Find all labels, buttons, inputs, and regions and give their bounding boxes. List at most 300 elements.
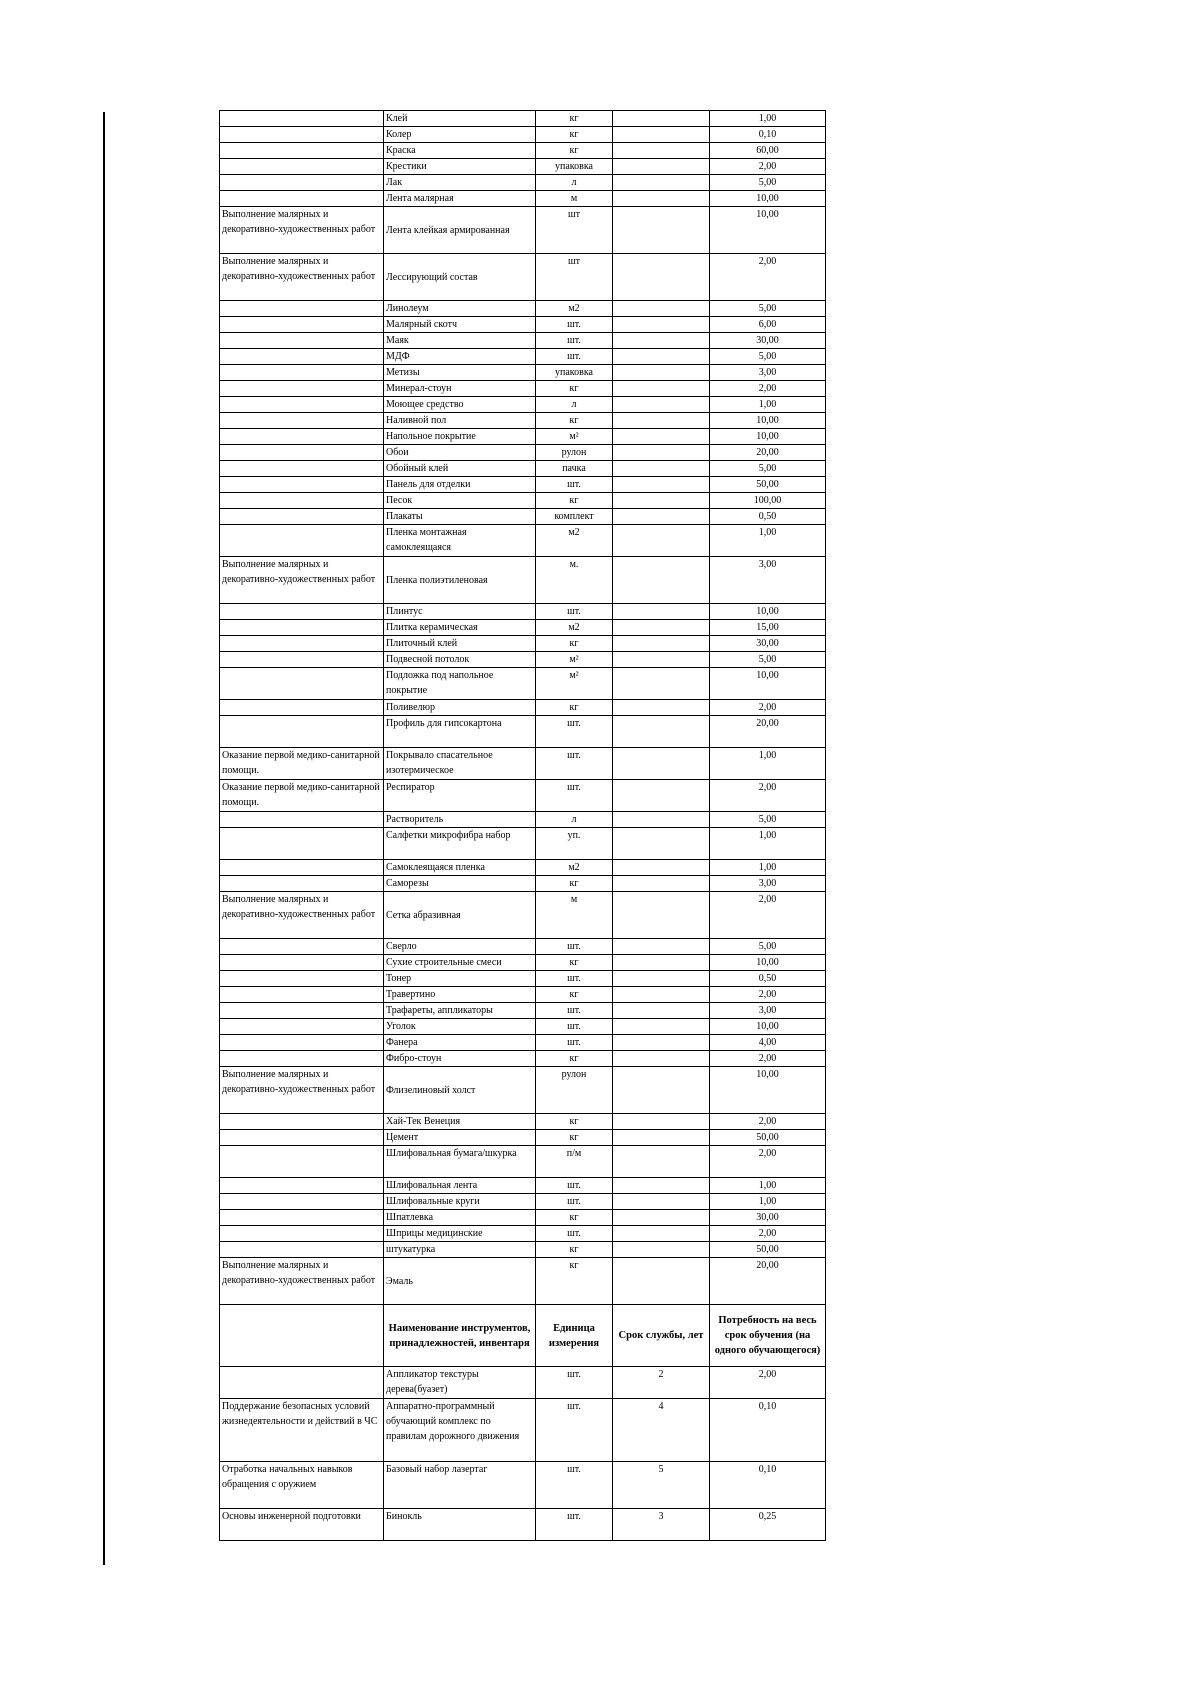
cell-activity: Выполнение малярных и декоративно-художественных работ bbox=[220, 1067, 384, 1114]
cell-unit: кг bbox=[536, 381, 613, 397]
cell-activity bbox=[220, 159, 384, 175]
material-row bbox=[220, 1114, 826, 1130]
cell-unit: л bbox=[536, 812, 613, 828]
cell-need: 5,00 bbox=[710, 812, 826, 828]
cell-name: Тонер bbox=[384, 971, 536, 987]
cell-lifetime bbox=[613, 317, 710, 333]
cell-lifetime bbox=[613, 780, 710, 812]
cell-lifetime bbox=[613, 652, 710, 668]
cell-need: 10,00 bbox=[710, 668, 826, 700]
cell-activity: Выполнение малярных и декоративно-художественных работ bbox=[220, 254, 384, 301]
cell-unit: шт. bbox=[536, 971, 613, 987]
cell-lifetime bbox=[613, 1210, 710, 1226]
cell-lifetime bbox=[613, 1194, 710, 1210]
cell-unit: кг bbox=[536, 636, 613, 652]
cell-name: Плинтус bbox=[384, 604, 536, 620]
material-row bbox=[220, 254, 826, 301]
cell-need: 2,00 bbox=[710, 780, 826, 812]
cell-unit: м bbox=[536, 892, 613, 939]
cell-unit: кг bbox=[536, 1130, 613, 1146]
cell-lifetime bbox=[613, 1258, 710, 1305]
header-need: Потребность на весь срок обучения (на одного обучающегося) bbox=[710, 1305, 826, 1367]
cell-lifetime bbox=[613, 429, 710, 445]
cell-activity bbox=[220, 1114, 384, 1130]
cell-unit: шт bbox=[536, 207, 613, 254]
cell-need: 3,00 bbox=[710, 557, 826, 604]
cell-lifetime bbox=[613, 493, 710, 509]
cell-lifetime bbox=[613, 876, 710, 892]
cell-lifetime bbox=[613, 1003, 710, 1019]
material-row bbox=[220, 301, 826, 317]
cell-unit: кг bbox=[536, 143, 613, 159]
material-row bbox=[220, 509, 826, 525]
cell-lifetime bbox=[613, 604, 710, 620]
cell-lifetime bbox=[613, 461, 710, 477]
cell-lifetime bbox=[613, 1114, 710, 1130]
cell-unit: кг bbox=[536, 1258, 613, 1305]
cell-need: 5,00 bbox=[710, 349, 826, 365]
cell-name: Уголок bbox=[384, 1019, 536, 1035]
cell-name: Плитка керамическая bbox=[384, 620, 536, 636]
cell-name: Поливелюр bbox=[384, 700, 536, 716]
cell-name: Салфетки микрофибра набор bbox=[384, 828, 536, 860]
cell-name: Фанера bbox=[384, 1035, 536, 1051]
material-row bbox=[220, 191, 826, 207]
cell-activity bbox=[220, 1003, 384, 1019]
cell-unit: л bbox=[536, 175, 613, 191]
cell-activity bbox=[220, 604, 384, 620]
material-row bbox=[220, 716, 826, 748]
cell-need: 2,00 bbox=[710, 1226, 826, 1242]
material-row bbox=[220, 1130, 826, 1146]
material-row bbox=[220, 143, 826, 159]
cell-lifetime bbox=[613, 413, 710, 429]
cell-name: Обои bbox=[384, 445, 536, 461]
cell-lifetime bbox=[613, 971, 710, 987]
cell-name: Песок bbox=[384, 493, 536, 509]
cell-name: Минерал-стоун bbox=[384, 381, 536, 397]
tool-row bbox=[220, 1399, 826, 1462]
material-row bbox=[220, 1242, 826, 1258]
cell-activity bbox=[220, 1194, 384, 1210]
material-row bbox=[220, 860, 826, 876]
cell-lifetime bbox=[613, 748, 710, 780]
cell-need: 0,25 bbox=[710, 1509, 826, 1541]
cell-name: Сверло bbox=[384, 939, 536, 955]
cell-lifetime: 3 bbox=[613, 1509, 710, 1541]
cell-need: 1,00 bbox=[710, 860, 826, 876]
cell-lifetime bbox=[613, 509, 710, 525]
cell-name: Пленка полиэтиленовая bbox=[384, 557, 536, 604]
cell-unit: шт. bbox=[536, 604, 613, 620]
cell-need: 2,00 bbox=[710, 254, 826, 301]
material-row bbox=[220, 828, 826, 860]
cell-need: 20,00 bbox=[710, 445, 826, 461]
cell-lifetime bbox=[613, 860, 710, 876]
cell-unit: шт. bbox=[536, 1035, 613, 1051]
cell-activity bbox=[220, 413, 384, 429]
material-row bbox=[220, 477, 826, 493]
cell-lifetime bbox=[613, 700, 710, 716]
cell-need: 1,00 bbox=[710, 748, 826, 780]
cell-need: 2,00 bbox=[710, 381, 826, 397]
cell-name: Наливной пол bbox=[384, 413, 536, 429]
material-row bbox=[220, 700, 826, 716]
cell-lifetime bbox=[613, 1067, 710, 1114]
cell-name: Шлифовальная бумага/шкурка bbox=[384, 1146, 536, 1178]
cell-unit: м² bbox=[536, 429, 613, 445]
cell-lifetime bbox=[613, 365, 710, 381]
cell-lifetime bbox=[613, 191, 710, 207]
cell-need: 2,00 bbox=[710, 1051, 826, 1067]
cell-activity bbox=[220, 620, 384, 636]
cell-name: Лак bbox=[384, 175, 536, 191]
cell-activity bbox=[220, 652, 384, 668]
cell-need: 20,00 bbox=[710, 716, 826, 748]
cell-activity bbox=[220, 509, 384, 525]
cell-activity bbox=[220, 493, 384, 509]
cell-lifetime bbox=[613, 111, 710, 127]
cell-activity bbox=[220, 349, 384, 365]
cell-unit: шт. bbox=[536, 1226, 613, 1242]
cell-need: 0,10 bbox=[710, 1399, 826, 1462]
cell-lifetime bbox=[613, 1226, 710, 1242]
material-row bbox=[220, 748, 826, 780]
cell-name: Пленка монтажная самоклеящаяся bbox=[384, 525, 536, 557]
cell-activity bbox=[220, 860, 384, 876]
cell-lifetime bbox=[613, 477, 710, 493]
cell-activity: Выполнение малярных и декоративно-художественных работ bbox=[220, 207, 384, 254]
cell-name: Шлифовальная лента bbox=[384, 1178, 536, 1194]
cell-name: МДФ bbox=[384, 349, 536, 365]
cell-activity: Выполнение малярных и декоративно-художественных работ bbox=[220, 1258, 384, 1305]
cell-lifetime bbox=[613, 557, 710, 604]
material-row bbox=[220, 620, 826, 636]
cell-unit: м2 bbox=[536, 525, 613, 557]
cell-unit: кг bbox=[536, 111, 613, 127]
cell-unit: шт. bbox=[536, 748, 613, 780]
material-row bbox=[220, 1035, 826, 1051]
material-row bbox=[220, 413, 826, 429]
cell-activity bbox=[220, 445, 384, 461]
cell-unit: м2 bbox=[536, 301, 613, 317]
cell-unit: м. bbox=[536, 557, 613, 604]
cell-activity bbox=[220, 397, 384, 413]
cell-unit: кг bbox=[536, 700, 613, 716]
cell-need: 50,00 bbox=[710, 1242, 826, 1258]
material-row bbox=[220, 1146, 826, 1178]
cell-need: 5,00 bbox=[710, 652, 826, 668]
cell-unit: м bbox=[536, 191, 613, 207]
cell-unit: кг bbox=[536, 1210, 613, 1226]
cell-name: Лента малярная bbox=[384, 191, 536, 207]
cell-lifetime: 4 bbox=[613, 1399, 710, 1462]
cell-activity bbox=[220, 668, 384, 700]
material-row bbox=[220, 1226, 826, 1242]
cell-name: Бинокль bbox=[384, 1509, 536, 1541]
cell-activity bbox=[220, 700, 384, 716]
cell-name: Метизы bbox=[384, 365, 536, 381]
cell-name: Фибро-стоун bbox=[384, 1051, 536, 1067]
cell-need: 3,00 bbox=[710, 365, 826, 381]
cell-name: Базовый набор лазертаг bbox=[384, 1462, 536, 1509]
tools-header-row bbox=[220, 1305, 826, 1367]
cell-name: Плакаты bbox=[384, 509, 536, 525]
cell-activity bbox=[220, 1210, 384, 1226]
cell-unit: л bbox=[536, 397, 613, 413]
tool-row bbox=[220, 1462, 826, 1509]
cell-need: 10,00 bbox=[710, 429, 826, 445]
material-row bbox=[220, 812, 826, 828]
cell-need: 1,00 bbox=[710, 828, 826, 860]
cell-activity bbox=[220, 1051, 384, 1067]
tool-row bbox=[220, 1509, 826, 1541]
cell-unit: шт. bbox=[536, 1194, 613, 1210]
material-row bbox=[220, 317, 826, 333]
cell-name: Аппаратно-программный обучающий комплекс по правилам дорожного движения bbox=[384, 1399, 536, 1462]
cell-unit: шт. bbox=[536, 1178, 613, 1194]
cell-activity bbox=[220, 143, 384, 159]
cell-need: 6,00 bbox=[710, 317, 826, 333]
cell-lifetime bbox=[613, 207, 710, 254]
cell-need: 10,00 bbox=[710, 1019, 826, 1035]
cell-lifetime bbox=[613, 1130, 710, 1146]
material-row bbox=[220, 557, 826, 604]
cell-lifetime bbox=[613, 828, 710, 860]
material-row bbox=[220, 207, 826, 254]
cell-unit: м2 bbox=[536, 860, 613, 876]
cell-need: 3,00 bbox=[710, 876, 826, 892]
material-row bbox=[220, 876, 826, 892]
cell-name: Лента клейкая армированная bbox=[384, 207, 536, 254]
cell-name: Саморезы bbox=[384, 876, 536, 892]
cell-name: Флизелиновый холст bbox=[384, 1067, 536, 1114]
cell-activity: Оказание первой медико-санитарной помощи. bbox=[220, 748, 384, 780]
cell-lifetime bbox=[613, 333, 710, 349]
cell-need: 0,50 bbox=[710, 971, 826, 987]
cell-name: Растворитель bbox=[384, 812, 536, 828]
cell-activity bbox=[220, 127, 384, 143]
material-row bbox=[220, 971, 826, 987]
cell-unit: рулон bbox=[536, 1067, 613, 1114]
cell-need: 5,00 bbox=[710, 175, 826, 191]
material-row bbox=[220, 780, 826, 812]
cell-unit: шт. bbox=[536, 1399, 613, 1462]
header-lifetime: Срок службы, лет bbox=[613, 1305, 710, 1367]
cell-need: 10,00 bbox=[710, 1067, 826, 1114]
material-row bbox=[220, 111, 826, 127]
tool-row bbox=[220, 1367, 826, 1399]
cell-activity: Выполнение малярных и декоративно-художественных работ bbox=[220, 557, 384, 604]
cell-lifetime bbox=[613, 349, 710, 365]
material-row bbox=[220, 493, 826, 509]
material-row bbox=[220, 604, 826, 620]
cell-name: Краска bbox=[384, 143, 536, 159]
cell-unit: кг bbox=[536, 413, 613, 429]
cell-need: 1,00 bbox=[710, 1194, 826, 1210]
cell-need: 0,50 bbox=[710, 509, 826, 525]
cell-unit: кг bbox=[536, 987, 613, 1003]
cell-activity bbox=[220, 333, 384, 349]
cell-name: Малярный скотч bbox=[384, 317, 536, 333]
cell-name: Крестики bbox=[384, 159, 536, 175]
cell-unit: м² bbox=[536, 652, 613, 668]
cell-activity bbox=[220, 1367, 384, 1399]
cell-activity: Отработка начальных навыков обращения с оружием bbox=[220, 1462, 384, 1509]
cell-unit: упаковка bbox=[536, 365, 613, 381]
material-row bbox=[220, 1258, 826, 1305]
cell-lifetime bbox=[613, 127, 710, 143]
cell-name: Лессирующий состав bbox=[384, 254, 536, 301]
cell-need: 0,10 bbox=[710, 1462, 826, 1509]
cell-unit: шт. bbox=[536, 317, 613, 333]
cell-need: 2,00 bbox=[710, 700, 826, 716]
cell-need: 1,00 bbox=[710, 111, 826, 127]
cell-unit: кг bbox=[536, 127, 613, 143]
header-unit: Единица измерения bbox=[536, 1305, 613, 1367]
cell-activity: Выполнение малярных и декоративно-художественных работ bbox=[220, 892, 384, 939]
cell-name: Линолеум bbox=[384, 301, 536, 317]
cell-need: 2,00 bbox=[710, 1146, 826, 1178]
cell-activity bbox=[220, 477, 384, 493]
cell-name: Сетка абразивная bbox=[384, 892, 536, 939]
cell-need: 5,00 bbox=[710, 461, 826, 477]
cell-unit: м² bbox=[536, 668, 613, 700]
cell-activity bbox=[220, 365, 384, 381]
cell-lifetime bbox=[613, 812, 710, 828]
material-row bbox=[220, 1067, 826, 1114]
cell-unit: шт. bbox=[536, 1509, 613, 1541]
cell-lifetime: 2 bbox=[613, 1367, 710, 1399]
cell-activity bbox=[220, 429, 384, 445]
material-row bbox=[220, 349, 826, 365]
cell-name: Обойный клей bbox=[384, 461, 536, 477]
cell-name: Шлифовальные круги bbox=[384, 1194, 536, 1210]
cell-unit: шт. bbox=[536, 1003, 613, 1019]
cell-activity bbox=[220, 1130, 384, 1146]
cell-need: 10,00 bbox=[710, 207, 826, 254]
cell-unit: уп. bbox=[536, 828, 613, 860]
cell-lifetime bbox=[613, 397, 710, 413]
cell-activity bbox=[220, 301, 384, 317]
cell-lifetime bbox=[613, 525, 710, 557]
cell-activity bbox=[220, 525, 384, 557]
cell-name: Профиль для гипсокартона bbox=[384, 716, 536, 748]
cell-lifetime bbox=[613, 668, 710, 700]
cell-lifetime bbox=[613, 939, 710, 955]
cell-need: 5,00 bbox=[710, 301, 826, 317]
cell-name: Плиточный клей bbox=[384, 636, 536, 652]
material-row bbox=[220, 987, 826, 1003]
cell-name: Маяк bbox=[384, 333, 536, 349]
cell-lifetime bbox=[613, 445, 710, 461]
cell-activity: Основы инженерной подготовки bbox=[220, 1509, 384, 1541]
cell-unit: шт. bbox=[536, 939, 613, 955]
cell-lifetime bbox=[613, 1051, 710, 1067]
cell-name: Цемент bbox=[384, 1130, 536, 1146]
material-row bbox=[220, 1003, 826, 1019]
cell-lifetime bbox=[613, 1035, 710, 1051]
cell-need: 3,00 bbox=[710, 1003, 826, 1019]
cell-unit: шт. bbox=[536, 1367, 613, 1399]
cell-lifetime bbox=[613, 1178, 710, 1194]
cell-need: 1,00 bbox=[710, 1178, 826, 1194]
cell-name: Колер bbox=[384, 127, 536, 143]
cell-lifetime bbox=[613, 1146, 710, 1178]
materials-table bbox=[219, 110, 826, 1541]
cell-name: Эмаль bbox=[384, 1258, 536, 1305]
cell-need: 20,00 bbox=[710, 1258, 826, 1305]
cell-unit: кг bbox=[536, 1051, 613, 1067]
cell-name: Клей bbox=[384, 111, 536, 127]
cell-unit: шт. bbox=[536, 1019, 613, 1035]
tools-header bbox=[220, 1305, 826, 1367]
cell-need: 60,00 bbox=[710, 143, 826, 159]
material-row bbox=[220, 1051, 826, 1067]
cell-name: Напольное покрытие bbox=[384, 429, 536, 445]
cell-need: 30,00 bbox=[710, 1210, 826, 1226]
material-row bbox=[220, 892, 826, 939]
cell-activity bbox=[220, 1226, 384, 1242]
header-name: Наименование инструментов, принадлежностей, инвентаря bbox=[384, 1305, 536, 1367]
cell-name: Самоклеящаяся пленка bbox=[384, 860, 536, 876]
material-row bbox=[220, 1019, 826, 1035]
cell-activity: Оказание первой медико-санитарной помощи. bbox=[220, 780, 384, 812]
cell-need: 5,00 bbox=[710, 939, 826, 955]
material-row bbox=[220, 159, 826, 175]
cell-unit: кг bbox=[536, 1242, 613, 1258]
material-row bbox=[220, 445, 826, 461]
material-row bbox=[220, 652, 826, 668]
cell-need: 2,00 bbox=[710, 1367, 826, 1399]
cell-lifetime bbox=[613, 892, 710, 939]
cell-activity bbox=[220, 1019, 384, 1035]
cell-activity bbox=[220, 1242, 384, 1258]
cell-need: 4,00 bbox=[710, 1035, 826, 1051]
cell-lifetime bbox=[613, 159, 710, 175]
material-row bbox=[220, 365, 826, 381]
material-row bbox=[220, 429, 826, 445]
cell-need: 30,00 bbox=[710, 636, 826, 652]
cell-unit: м2 bbox=[536, 620, 613, 636]
cell-activity bbox=[220, 381, 384, 397]
cell-need: 10,00 bbox=[710, 955, 826, 971]
material-row bbox=[220, 525, 826, 557]
left-margin-rule bbox=[103, 112, 105, 1565]
cell-unit: шт bbox=[536, 254, 613, 301]
cell-need: 10,00 bbox=[710, 191, 826, 207]
cell-name: Шпатлевка bbox=[384, 1210, 536, 1226]
cell-activity: Поддержание безопасных условий жизнедеятельности и действий в ЧС bbox=[220, 1399, 384, 1462]
cell-activity bbox=[220, 636, 384, 652]
cell-need: 1,00 bbox=[710, 397, 826, 413]
cell-activity bbox=[220, 971, 384, 987]
cell-name: Респиратор bbox=[384, 780, 536, 812]
cell-unit: п/м bbox=[536, 1146, 613, 1178]
cell-unit: пачка bbox=[536, 461, 613, 477]
cell-unit: шт. bbox=[536, 477, 613, 493]
cell-unit: упаковка bbox=[536, 159, 613, 175]
cell-need: 50,00 bbox=[710, 1130, 826, 1146]
cell-need: 1,00 bbox=[710, 525, 826, 557]
cell-activity bbox=[220, 716, 384, 748]
cell-need: 2,00 bbox=[710, 159, 826, 175]
cell-need: 10,00 bbox=[710, 413, 826, 429]
cell-unit: кг bbox=[536, 493, 613, 509]
cell-lifetime bbox=[613, 987, 710, 1003]
cell-lifetime bbox=[613, 716, 710, 748]
cell-activity bbox=[220, 1178, 384, 1194]
